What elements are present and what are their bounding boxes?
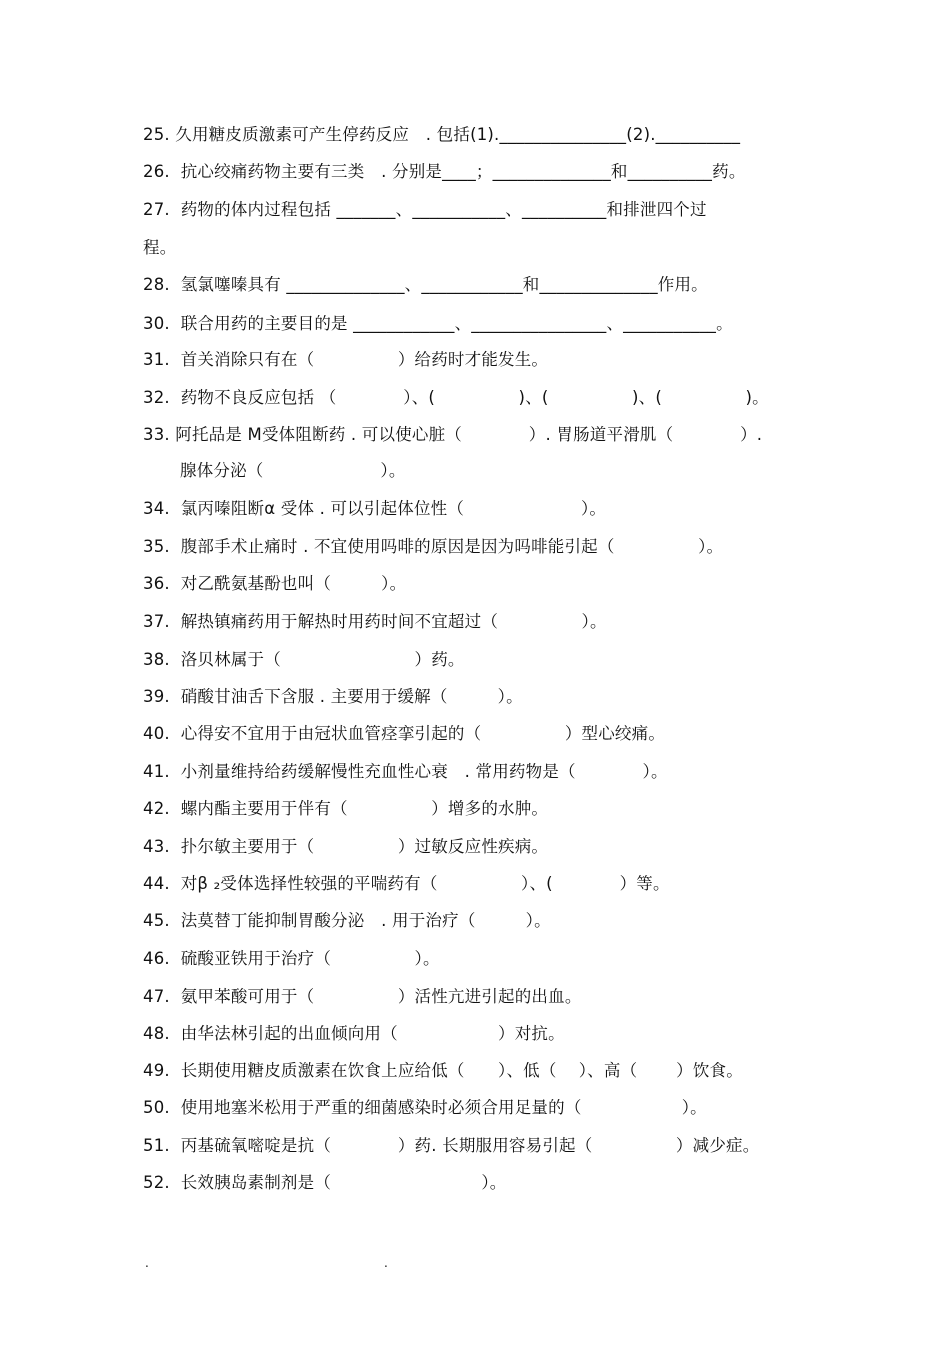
question-49: 49. 长期使用糖皮质激素在饮食上应给低（ ）、低（ ）、高（ ）饮食。: [143, 1061, 743, 1080]
question-41: 41. 小剂量维持给药缓解慢性充血性心衰 . 常用药物是（ ）。: [143, 762, 668, 781]
question-32: 32. 药物不良反应包括 （ ）、( )、( )、( )。: [143, 388, 769, 407]
question-52: 52. 长效胰岛素制剂是（ ）。: [143, 1173, 507, 1192]
question-39: 39. 硝酸甘油舌下含服 . 主要用于缓解（ ）。: [143, 687, 523, 706]
footer-dot-right: .: [384, 1256, 388, 1270]
question-43: 43. 扑尔敏主要用于（ ）过敏反应性疾病。: [143, 837, 549, 856]
question-28: 28. 氢氯噻嗪具有 ______________、____________和______________作用。: [143, 275, 708, 294]
question-33: 33. 阿托品是 M受体阻断药 . 可以使心脏（ ）. 胃肠道平滑肌（ ）.: [143, 425, 763, 444]
question-34: 34. 氯丙嗪阻断α 受体 . 可以引起体位性（ ）。: [143, 499, 607, 518]
question-36: 36. 对乙酰氨基酚也叫（ ）。: [143, 574, 407, 593]
question-30: 30. 联合用药的主要目的是 ____________、________________、___________。: [143, 314, 733, 333]
question-46: 46. 硫酸亚铁用于治疗（ ）。: [143, 949, 440, 968]
question-50: 50. 使用地塞米松用于严重的细菌感染时必须合用足量的（ ）。: [143, 1098, 707, 1117]
question-42: 42. 螺内酯主要用于伴有（ ）增多的水肿。: [143, 799, 549, 818]
question-26: 26. 抗心绞痛药物主要有三类 . 分别是____；______________和__________药。: [143, 162, 746, 181]
question-44: 44. 对β ₂受体选择性较强的平喘药有（ ）、( ）等。: [143, 874, 670, 893]
question-48: 48. 由华法林引起的出血倾向用（ ）对抗。: [143, 1024, 565, 1043]
footer-dot-left: .: [145, 1256, 149, 1270]
question-37: 37. 解热镇痛药用于解热时用药时间不宜超过（ ）。: [143, 612, 607, 631]
question-35: 35. 腹部手术止痛时 . 不宜使用吗啡的原因是因为吗啡能引起（ ）。: [143, 537, 724, 556]
question-27-continued: 程。: [143, 238, 177, 257]
question-33-continued: 腺体分泌（ ）。: [180, 461, 406, 480]
question-47: 47. 氨甲苯酸可用于（ ）活性亢进引起的出血。: [143, 987, 582, 1006]
question-45: 45. 法莫替丁能抑制胃酸分泌 . 用于治疗（ ）。: [143, 911, 551, 930]
question-27: 27. 药物的体内过程包括 _______、___________、__________和排泄四个过: [143, 200, 707, 219]
question-38: 38. 洛贝林属于（ ）药。: [143, 650, 465, 669]
question-40: 40. 心得安不宜用于由冠状血管痉挛引起的（ ）型心绞痛。: [143, 724, 666, 743]
question-25: 25. 久用糖皮质激素可产生停药反应 . 包括(1)._______________(2).__________: [143, 125, 741, 144]
question-51: 51. 丙基硫氧嘧啶是抗（ ）药. 长期服用容易引起（ ）减少症。: [143, 1136, 760, 1155]
question-31: 31. 首关消除只有在（ ）给药时才能发生。: [143, 350, 549, 369]
